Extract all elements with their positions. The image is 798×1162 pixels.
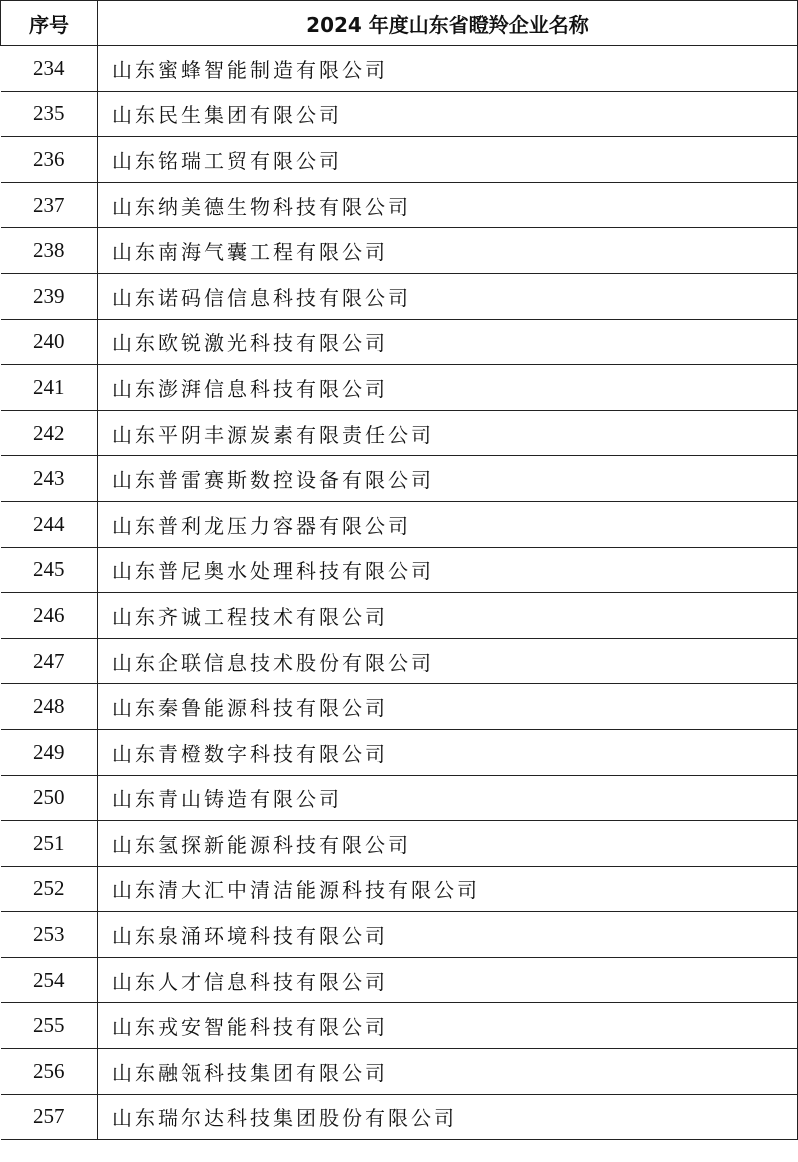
- serial-number-cell: 257: [1, 1094, 98, 1140]
- enterprise-name-cell: 山东人才信息科技有限公司: [98, 957, 798, 1003]
- enterprise-name-cell: 山东清大汇中清洁能源科技有限公司: [98, 866, 798, 912]
- serial-number-cell: 241: [1, 365, 98, 411]
- table-row: [1, 1049, 798, 1095]
- table-row: [1, 821, 798, 867]
- serial-number-cell: 256: [1, 1049, 98, 1095]
- serial-number-cell: 246: [1, 593, 98, 639]
- table-row: [1, 228, 798, 274]
- serial-number-cell: 240: [1, 319, 98, 365]
- enterprise-name-cell: 山东民生集团有限公司: [98, 91, 798, 137]
- table-row: [1, 319, 798, 365]
- serial-number-cell: 237: [1, 182, 98, 228]
- serial-number-cell: 253: [1, 912, 98, 958]
- enterprise-name-cell: 山东泉涌环境科技有限公司: [98, 912, 798, 958]
- serial-number-cell: 243: [1, 456, 98, 502]
- enterprise-name-cell: 山东秦鲁能源科技有限公司: [98, 684, 798, 730]
- serial-number-cell: 249: [1, 729, 98, 775]
- enterprise-name-cell: 山东齐诚工程技术有限公司: [98, 593, 798, 639]
- serial-number-cell: 242: [1, 410, 98, 456]
- enterprise-name-cell: 山东企联信息技术股份有限公司: [98, 638, 798, 684]
- table-row: [1, 729, 798, 775]
- table-row: [1, 46, 798, 92]
- table-row: [1, 410, 798, 456]
- enterprise-name-cell: 山东戎安智能科技有限公司: [98, 1003, 798, 1049]
- serial-number-cell: 254: [1, 957, 98, 1003]
- enterprise-name-cell: 山东瑞尔达科技集团股份有限公司: [98, 1094, 798, 1140]
- table-row: [1, 91, 798, 137]
- serial-number-cell: 234: [1, 46, 98, 92]
- serial-number-cell: 248: [1, 684, 98, 730]
- serial-number-cell: 250: [1, 775, 98, 821]
- table-row: [1, 957, 798, 1003]
- serial-number-cell: 244: [1, 501, 98, 547]
- table-row: [1, 456, 798, 502]
- enterprise-name-cell: 山东青橙数字科技有限公司: [98, 729, 798, 775]
- serial-number-cell: 252: [1, 866, 98, 912]
- table-row: [1, 866, 798, 912]
- header-serial-number: 序号: [1, 1, 98, 46]
- serial-number-cell: 255: [1, 1003, 98, 1049]
- enterprise-name-cell: 山东诺码信信息科技有限公司: [98, 273, 798, 319]
- table-row: [1, 182, 798, 228]
- enterprise-name-cell: 山东铭瑞工贸有限公司: [98, 137, 798, 183]
- serial-number-cell: 238: [1, 228, 98, 274]
- table-header-row: [1, 1, 798, 46]
- enterprise-name-cell: 山东平阴丰源炭素有限责任公司: [98, 410, 798, 456]
- table-row: [1, 1003, 798, 1049]
- enterprise-name-cell: 山东澎湃信息科技有限公司: [98, 365, 798, 411]
- serial-number-cell: 251: [1, 821, 98, 867]
- enterprise-name-cell: 山东氢探新能源科技有限公司: [98, 821, 798, 867]
- enterprise-name-cell: 山东普利龙压力容器有限公司: [98, 501, 798, 547]
- header-enterprise-name: 2024 年度山东省瞪羚企业名称: [98, 1, 798, 46]
- enterprise-name-cell: 山东欧锐激光科技有限公司: [98, 319, 798, 365]
- enterprise-name-cell: 山东普雷赛斯数控设备有限公司: [98, 456, 798, 502]
- enterprise-name-cell: 山东南海气囊工程有限公司: [98, 228, 798, 274]
- table-row: [1, 775, 798, 821]
- table-body: [1, 46, 798, 1140]
- table-row: [1, 273, 798, 319]
- table-row: [1, 501, 798, 547]
- enterprise-name-cell: 山东普尼奥水处理科技有限公司: [98, 547, 798, 593]
- table-row: [1, 684, 798, 730]
- table-row: [1, 365, 798, 411]
- table-row: [1, 1094, 798, 1140]
- table-row: [1, 638, 798, 684]
- table-row: [1, 137, 798, 183]
- enterprise-name-cell: 山东融瓴科技集团有限公司: [98, 1049, 798, 1095]
- serial-number-cell: 239: [1, 273, 98, 319]
- table-row: [1, 912, 798, 958]
- enterprise-name-cell: 山东纳美德生物科技有限公司: [98, 182, 798, 228]
- serial-number-cell: 247: [1, 638, 98, 684]
- enterprise-name-cell: 山东青山铸造有限公司: [98, 775, 798, 821]
- serial-number-cell: 235: [1, 91, 98, 137]
- table-row: [1, 593, 798, 639]
- serial-number-cell: 245: [1, 547, 98, 593]
- enterprise-name-cell: 山东蜜蜂智能制造有限公司: [98, 46, 798, 92]
- serial-number-cell: 236: [1, 137, 98, 183]
- table-row: [1, 547, 798, 593]
